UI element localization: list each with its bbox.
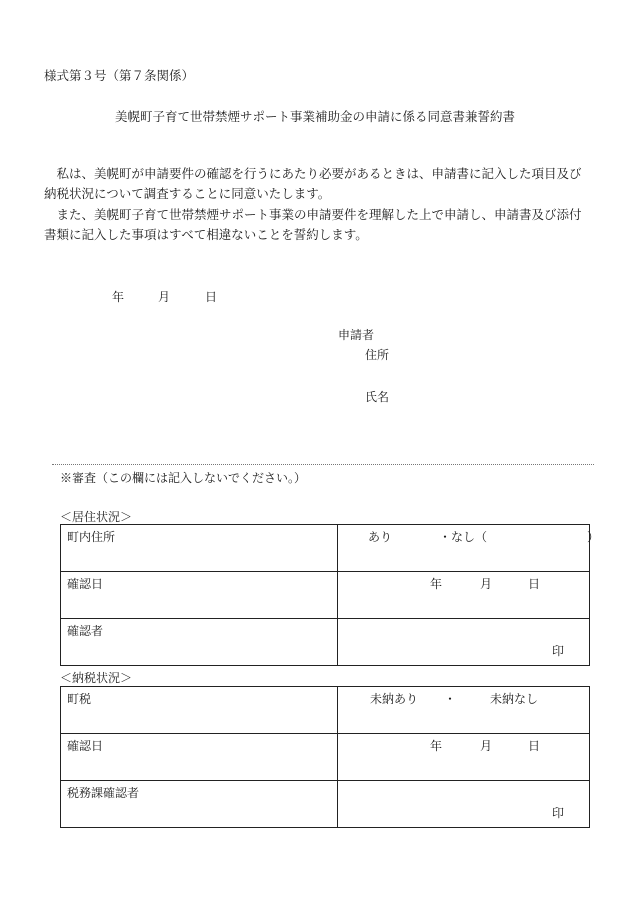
date-year-label: 年: [112, 290, 125, 304]
tax-date-day: 日: [528, 739, 541, 753]
tax-date-month: 月: [480, 739, 493, 753]
residence-date-day: 日: [528, 577, 541, 591]
town-address-label: 町内住所: [61, 525, 338, 572]
tax-option-separator: ・: [444, 692, 457, 706]
form-number: 様式第３号（第７条関係）: [44, 68, 195, 83]
table-row: [61, 525, 590, 572]
table-row: [61, 734, 590, 781]
review-divider: [52, 464, 594, 465]
residence-close-paren: ）: [587, 530, 600, 544]
residence-table: [60, 524, 600, 666]
town-tax-label: 町税: [61, 687, 338, 734]
tax-seal-mark: 印: [552, 806, 565, 820]
residence-yes-option: あり: [368, 530, 393, 544]
tax-check-date-label: 確認日: [61, 734, 338, 781]
date-day-label: 日: [205, 290, 218, 304]
consent-paragraph: 私は、美幌町が申請要件の確認を行うにあたり必要があるときは、申請書に記入した項目及び納税状況について調査することに同意いたします。: [44, 166, 582, 201]
table-row: [61, 619, 590, 666]
residence-date-month: 月: [480, 577, 493, 591]
tax-checker-label: 税務課確認者: [61, 781, 338, 828]
tax-check-date-value: [338, 734, 590, 781]
residence-seal-mark: 印: [552, 644, 565, 658]
address-label: 住所: [365, 348, 390, 362]
residence-check-date-label: 確認日: [61, 572, 338, 619]
name-label: 氏名: [365, 390, 390, 404]
review-note: ※審査（この欄には記入しないでください。）: [60, 471, 307, 485]
tax-section-title: ＜納税状況＞: [60, 671, 133, 685]
tax-table: [60, 686, 590, 828]
town-tax-value: [338, 687, 590, 734]
applicant-label: 申請者: [338, 328, 375, 342]
table-row: [61, 781, 590, 828]
town-address-value: [338, 525, 600, 572]
table-row: [61, 687, 590, 734]
residence-checker-label: 確認者: [61, 619, 338, 666]
document-title: 美幌町子育て世帯禁煙サポート事業補助金の申請に係る同意書兼誓約書: [114, 109, 515, 124]
residence-check-date-value: [338, 572, 590, 619]
tax-date-year: 年: [430, 739, 443, 753]
tax-paid-option: 未納なし: [490, 692, 539, 706]
tax-checker-value: [338, 781, 590, 828]
tax-unpaid-option: 未納あり: [370, 692, 419, 706]
residence-no-option: ・なし（: [439, 530, 488, 544]
residence-date-year: 年: [430, 577, 443, 591]
residence-checker-value: [338, 619, 590, 666]
pledge-paragraph: また、美幌町子育て世帯禁煙サポート事業の申請要件を理解した上で申請し、申請書及び添付書類に記入した事項はすべて相違ないことを誓約します。: [44, 207, 582, 242]
residence-section-title: ＜居住状況＞: [60, 510, 133, 524]
table-row: [61, 572, 590, 619]
date-month-label: 月: [158, 290, 171, 304]
